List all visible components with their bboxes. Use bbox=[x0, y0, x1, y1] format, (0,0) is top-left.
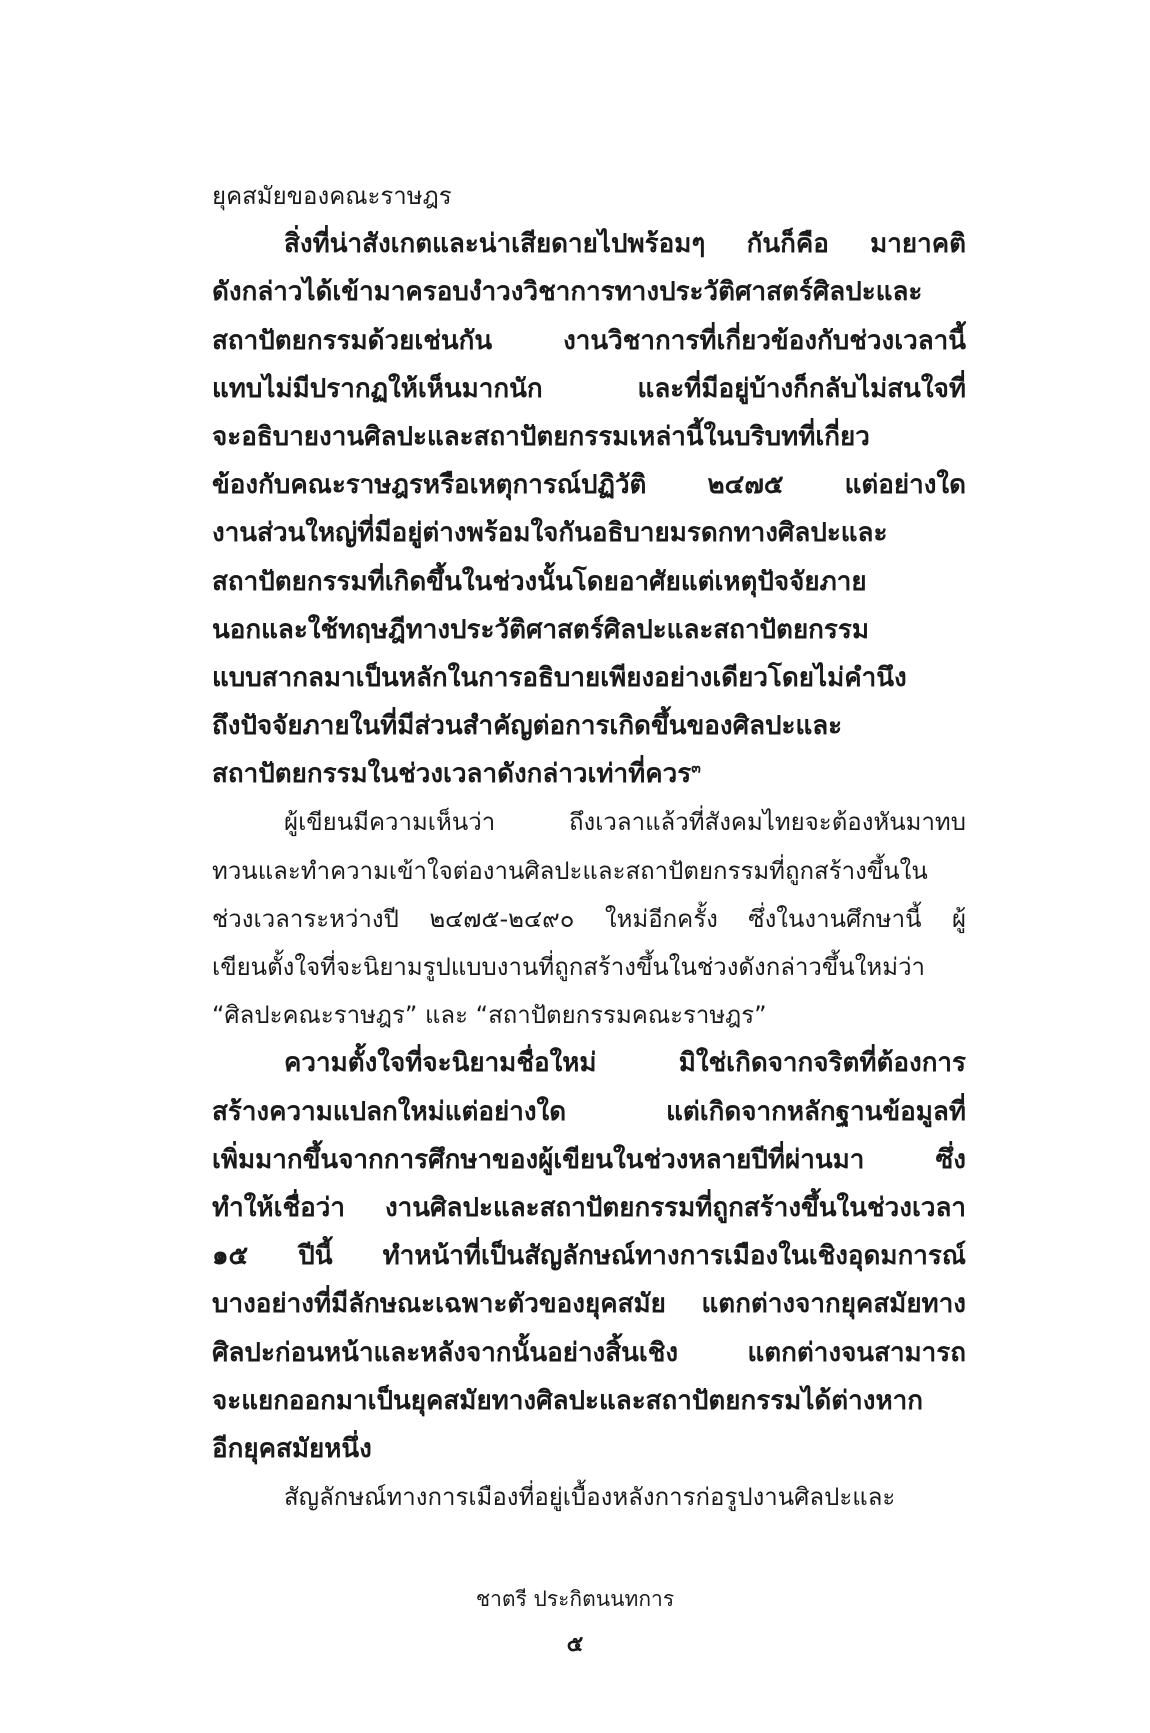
text-line: สัญลักษณ์ทางการเมืองที่อยู่เบื้องหลังการก่อรูปงานศิลปะและ bbox=[284, 1483, 896, 1512]
text-line-with-footnote bbox=[212, 750, 966, 798]
text-line: สถาปัตยกรรมที่เกิดขึ้นในช่วงนั้นโดยอาศัยแต่เหตุปัจจัยภาย bbox=[212, 566, 867, 597]
text-line: ยุคสมัยของคณะราษฎร bbox=[212, 182, 452, 210]
text-line: สถาปัตยกรรมในช่วงเวลาดังกล่าวเท่าที่ควร bbox=[212, 759, 692, 790]
text-line: แทบไม่มีปรากฏให้เห็นมากนัก และที่มีอยู่บ้างก็กลับไม่สนใจที่ bbox=[212, 373, 966, 404]
text-line: นอกและใช้ทฤษฎีทางประวัติศาสตร์ศิลปะและสถาปัตยกรรม bbox=[212, 614, 869, 645]
text-line: ถึงปัจจัยภายในที่มีส่วนสำคัญต่อการเกิดขึ้นของศิลปะและ bbox=[212, 711, 843, 742]
text-line: สถาปัตยกรรมด้วยเช่นกัน งานวิชาการที่เกี่ยวข้องกับช่วงเวลานี้ bbox=[212, 325, 966, 356]
text-line: สิ่งที่น่าสังเกตและน่าเสียดายไปพร้อมๆ กันก็คือ มายาคติ bbox=[284, 229, 966, 260]
text-line: ๑๕ ปีนี้ ทำหน้าที่เป็นสัญลักษณ์ทางการเมืองในเชิงอุดมการณ์ bbox=[212, 1241, 966, 1272]
text-line: งานส่วนใหญ่ที่มีอยู่ต่างพร้อมใจกันอธิบายมรดกทางศิลปะและ bbox=[212, 518, 888, 549]
text-line: เขียนตั้งใจที่จะนิยามรูปแบบงานที่ถูกสร้างขึ้นในช่วงดังกล่าวขึ้นใหม่ว่า bbox=[212, 953, 926, 981]
text-line: ดังกล่าวได้เข้ามาครอบงำวงวิชาการทางประวัติศาสตร์ศิลปะและ bbox=[212, 277, 923, 308]
text-line: บางอย่างที่มีลักษณะเฉพาะตัวของยุคสมัย แตกต่างจากยุคสมัยทาง bbox=[212, 1289, 966, 1320]
page-number: ๕ bbox=[566, 1631, 584, 1657]
text-line: จะแยกออกมาเป็นยุคสมัยทางศิลปะและสถาปัตยกรรมได้ต่างหาก bbox=[212, 1385, 923, 1416]
footnote-mark: ๓ bbox=[691, 760, 701, 777]
text-line: ความตั้งใจที่จะนิยามชื่อใหม่ มิใช่เกิดจากจริตที่ต้องการ bbox=[284, 1048, 966, 1079]
text-line: สร้างความแปลกใหม่แต่อย่างใด แต่เกิดจากหลักฐานข้อมูลที่ bbox=[212, 1096, 966, 1127]
text-line: ข้องกับคณะราษฎรหรือเหตุการณ์ปฏิวัติ ๒๔๗๕ แต่อย่างใด bbox=[212, 470, 966, 501]
text-line: ทำให้เชื่อว่า งานศิลปะและสถาปัตยกรรมที่ถูกสร้างขึ้นในช่วงเวลา bbox=[212, 1192, 966, 1223]
text-line: แบบสากลมาเป็นหลักในการอธิบายเพียงอย่างเดียวโดยไม่คำนึง bbox=[212, 662, 907, 693]
text-line: “ศิลปะคณะราษฎร” และ “สถาปัตยกรรมคณะราษฎร” bbox=[212, 1001, 767, 1030]
text-line: อีกยุคสมัยหนึ่ง bbox=[212, 1433, 372, 1464]
text-line: จะอธิบายงานศิลปะและสถาปัตยกรรมเหล่านี้ในบริบทที่เกี่ยว bbox=[212, 421, 870, 452]
footer-author: ชาตรี ประกิตนนทการ bbox=[475, 1587, 675, 1611]
text-line: ทวนและทำความเข้าใจต่องานศิลปะและสถาปัตยกรรมที่ถูกสร้างขึ้นใน bbox=[212, 856, 928, 885]
text-line: เพิ่มมากขึ้นจากการศึกษาของผู้เขียนในช่วงหลายปีที่ผ่านมา ซึ่ง bbox=[212, 1144, 966, 1175]
text-line: ศิลปะก่อนหน้าและหลังจากนั้นอย่างสิ้นเชิง แตกต่างจนสามารถ bbox=[212, 1337, 966, 1368]
text-line: ช่วงเวลาระหว่างปี ๒๔๗๕-๒๔๙๐ ใหม่อีกครั้ง ซึ่งในงานศึกษานี้ ผู้ bbox=[212, 904, 966, 933]
document-body bbox=[212, 172, 966, 1521]
text-line: ผู้เขียนมีความเห็นว่า ถึงเวลาแล้วที่สังคมไทยจะต้องหันมาทบ bbox=[284, 808, 966, 837]
